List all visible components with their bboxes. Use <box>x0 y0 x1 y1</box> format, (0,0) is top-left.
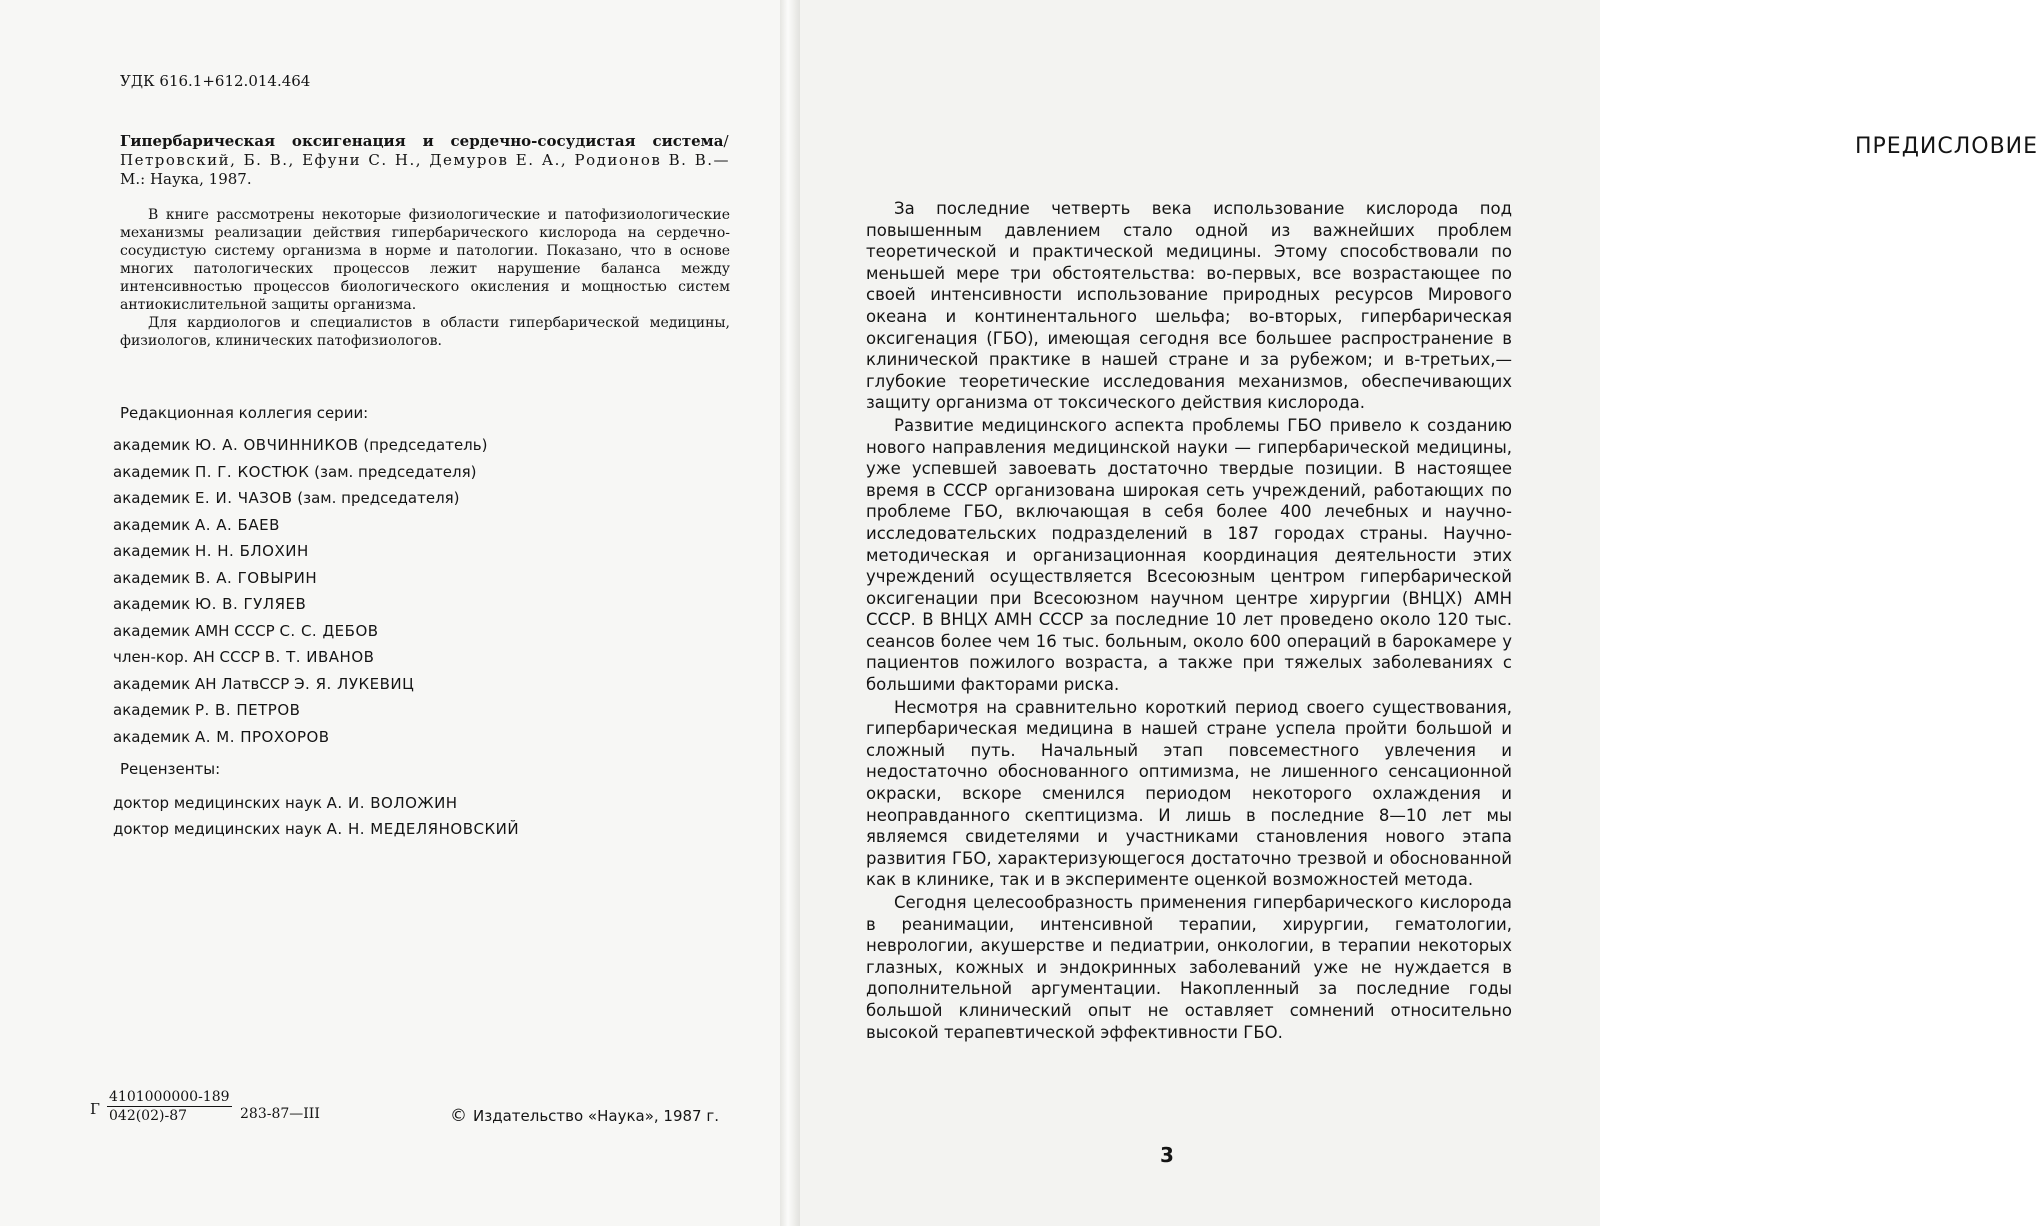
preface-paragraph: Развитие медицинского аспекта проблемы ГБО привело к созданию нового направления медицинской науки — гипербарической медицины, уже успевшей завоевать достаточно твердые позиции. В настоящее время в СССР организована широкая сеть учреждений, работающих по проблеме ГБО, включающая в себя более 400 лечебных и научно-исследовательских подразделений в 187 городах страны. Научно-методическая и организационная координация деятельности этих учреждений осуществляется Всесоюзным центром гипербарической оксигенации при Всесоюзном научном центре хирургии (ВНЦХ) АМН СССР. В ВНЦХ АМН СССР за последние 10 лет проведено около 120 тыс. сеансов более чем 16 тыс. больным, около 600 операций в барокамере у пациентов пожилого возраста, а также при тяжелых заболеваниях с большими факторами риска. <box>866 415 1512 695</box>
reviewers-list <box>113 790 519 842</box>
board-member: академик В. А. ГОВЫРИН <box>113 568 318 587</box>
board-member: академик Ю. А. ОВЧИННИКОВ (председатель) <box>113 436 488 454</box>
publication-code-numerator: 4101000000-189 <box>109 1089 230 1105</box>
board-member: академик А. М. ПРОХОРОВ <box>113 727 330 746</box>
udk-code: УДК 616.1+612.014.464 <box>120 72 311 90</box>
board-member: академик А. А. БАЕВ <box>113 515 280 534</box>
copyright-line <box>450 1106 719 1126</box>
copyright-text: Издательство «Наука», 1987 г. <box>473 1107 720 1125</box>
editorial-board-title: Редакционная коллегия серии: <box>120 404 369 422</box>
board-member: член-кор. АН СССР В. Т. ИВАНОВ <box>113 648 375 666</box>
editorial-board-list <box>113 432 487 750</box>
board-member: академик П. Г. КОСТЮК (зам. председателя) <box>113 462 477 481</box>
reviewers-title: Рецензенты: <box>120 760 221 778</box>
board-member: академик Р. В. ПЕТРОВ <box>113 701 301 719</box>
publication-code-denominator: 042(02)-87 <box>109 1108 188 1124</box>
book-title: Гипербарическая оксигенация и сердечно-сосудистая система <box>120 132 724 150</box>
board-member: академик АМН СССР С. С. ДЕБОВ <box>113 621 379 640</box>
preface-body <box>866 198 1512 1044</box>
copyright-icon: © <box>450 1106 467 1126</box>
annotation-paragraph: Для кардиологов и специалистов в области гипербарической медицины, физиологов, клинических патофизиологов. <box>120 315 730 349</box>
publication-code-suffix: 283-87—III <box>240 1106 320 1122</box>
annotation-paragraph: В книге рассмотрены некоторые физиологические и патофизиологические механизмы реализации действия гипербарического кислорода на сердечно-сосудистую систему организма в норме и патологии. Показано, что в основе многих патологических процессов лежит нарушение баланса между интенсивностью процессов биологического окисления и мощностью систем антиокислительной защиты организма. <box>120 207 730 313</box>
book-authors: /Петровский, Б. В., Ефуни С. Н., Демуров Е. А., Родионов В. В.— <box>120 132 730 169</box>
publication-code-prefix: Г <box>90 1100 100 1118</box>
preface-heading: ПРЕДИСЛОВИЕ <box>1855 134 2038 159</box>
book-publisher: М.: Наука, 1987. <box>120 170 252 188</box>
bibliographic-record <box>120 132 730 189</box>
board-member: академик Н. Н. БЛОХИН <box>113 542 309 560</box>
board-member: академик Ю. В. ГУЛЯЕВ <box>113 595 307 613</box>
annotation <box>120 206 730 350</box>
preface-paragraph: Несмотря на сравнительно короткий период своего существования, гипербарическая медицина в нашей стране успела пройти большой и сложный путь. Начальный этап повсеместного увлечения и недостаточно обоснованного оптимизма, не лишенного сенсационной окраски, вскоре сменился периодом некоторого охлаждения и неоправданного скептицизма. И лишь в последние 8—10 лет мы являемся свидетелями и участниками становления нового этапа развития ГБО, характеризующегося достаточно трезвой и обоснованной как в клинике, так и в эксперименте оценкой возможностей метода. <box>866 697 1512 890</box>
reviewer: доктор медицинских наук А. И. ВОЛОЖИН <box>113 794 458 812</box>
page-number: 3 <box>1160 1143 1174 1167</box>
preface-paragraph: За последние четверть века использование кислорода под повышенным давлением стало одной из важнейших проблем теоретической и практической медицины. Этому способствовали по меньшей мере три обстоятельства: во-первых, все возрастающее по своей интенсивности использование природных ресурсов Мирового океана и континентального шельфа; во-вторых, гипербарическая оксигенация (ГБО), имеющая сегодня все большее распространение в клинической практике в нашей стране и за рубежом; и в-третьих,— глубокие теоретические исследования механизмов, обеспечивающих защиту организма от токсического действия кислорода. <box>866 199 1512 413</box>
left-page <box>0 0 780 1226</box>
publication-code-fraction <box>107 1088 232 1125</box>
book-gutter <box>780 0 800 1226</box>
reviewer: доктор медицинских наук А. Н. МЕДЕЛЯНОВСКИЙ <box>113 820 520 838</box>
board-member: академик Е. И. ЧАЗОВ (зам. председателя) <box>113 489 460 507</box>
board-member: академик АН ЛатвССР Э. Я. ЛУКЕВИЦ <box>113 674 415 693</box>
preface-paragraph: Сегодня целесообразность применения гипербарического кислорода в реанимации, интенсивной терапии, хирургии, гематологии, неврологии, акушерстве и педиатрии, онкологии, в терапии некоторых глазных, кожных и эндокринных заболеваний уже не нуждается в дополнительной аргументации. Накопленный за последние годы большой клинический опыт не оставляет сомнений относительно высокой терапевтической эффективности ГБО. <box>866 893 1512 1042</box>
